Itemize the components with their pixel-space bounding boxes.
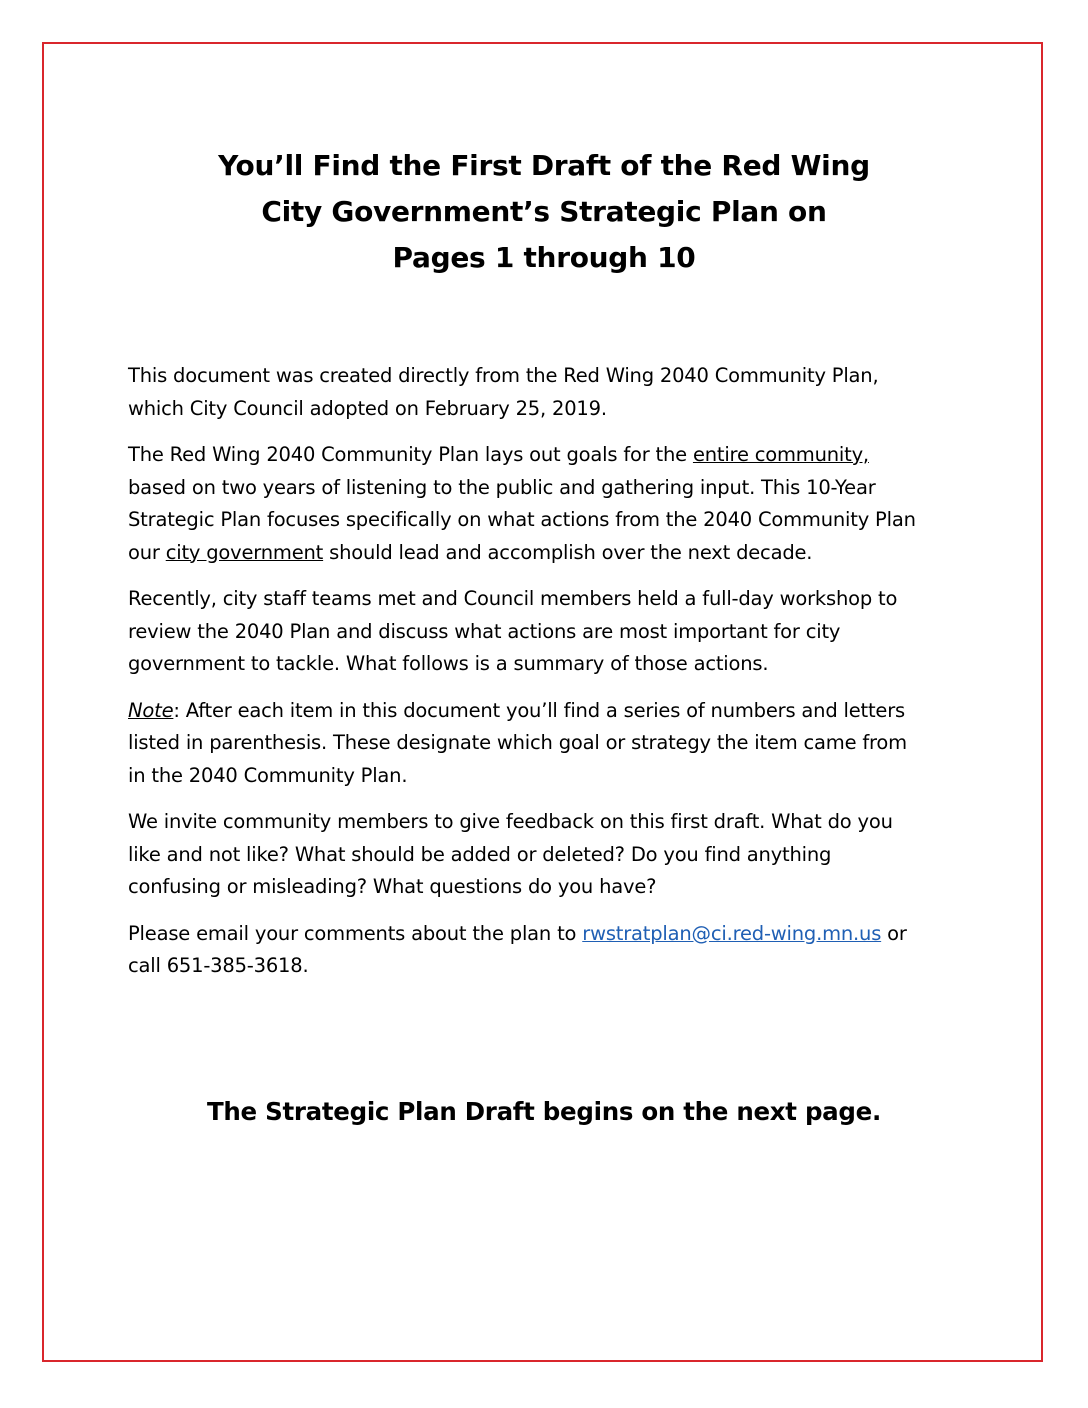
paragraph-contact (128, 918, 968, 983)
paragraph-line: Recently, city staff teams met and Council members held a full-day workshop to (128, 587, 898, 610)
paragraph-line: which City Council adopted on February 25, 2019. (128, 396, 607, 420)
text-segment: should lead and accomplish over the next decade. (323, 540, 813, 564)
paragraph-line: government to tackle. What follows is a summary of those actions. (128, 652, 769, 675)
title-line-1: You’ll Find the First Draft of the Red Wing (218, 149, 870, 182)
paragraph-feedback (128, 806, 968, 904)
text-segment: our (128, 540, 166, 564)
text-segment: Please email your comments about the plan to (128, 921, 583, 945)
underlined-text-entire-community: entire community, (692, 443, 869, 466)
text-segment: or (881, 921, 907, 945)
paragraph-line (128, 695, 968, 728)
closing-statement: The Strategic Plan Draft begins on the next page. (207, 1097, 881, 1126)
paragraph-line: review the 2040 Plan and discuss what actions are most important for city (128, 619, 841, 643)
title-line-2: City Government’s Strategic Plan on (261, 195, 827, 228)
text-segment: : After each item in this document you’ll find a series of numbers and letters (173, 698, 905, 722)
paragraph-community-plan (128, 439, 968, 569)
paragraph-line: We invite community members to give feedback on this first draft. What do you (128, 810, 893, 833)
paragraph-workshop (128, 583, 968, 681)
document-title (0, 143, 1088, 281)
title-line-3: Pages 1 through 10 (392, 241, 696, 274)
paragraph-line: in the 2040 Community Plan. (128, 763, 408, 787)
paragraph-line: confusing or misleading? What questions do you have? (128, 875, 657, 898)
text-segment: The Red Wing 2040 Community Plan lays out goals for the (128, 443, 693, 466)
paragraph-note (128, 695, 968, 793)
paragraph-line (128, 537, 968, 570)
paragraph-intro (128, 360, 968, 425)
paragraph-line: listed in parenthesis. These designate which goal or strategy the item came from (128, 731, 907, 754)
note-label: Note (128, 698, 174, 722)
paragraph-line: Strategic Plan focuses specifically on what actions from the 2040 Community Plan (128, 508, 916, 531)
phone-number-line: call 651-385-3618. (128, 954, 309, 977)
paragraph-line: This document was created directly from the Red Wing 2040 Community Plan, (128, 364, 879, 387)
document-body (128, 360, 968, 997)
underlined-text-city-government: city government (165, 540, 324, 564)
paragraph-line (128, 439, 968, 472)
paragraph-line: based on two years of listening to the public and gathering input. This 10-Year (128, 475, 876, 499)
email-link[interactable]: rwstratplan@ci.red-wing.mn.us (582, 921, 882, 945)
paragraph-line: like and not like? What should be added or deleted? Do you find anything (128, 842, 832, 866)
paragraph-line (128, 918, 968, 951)
